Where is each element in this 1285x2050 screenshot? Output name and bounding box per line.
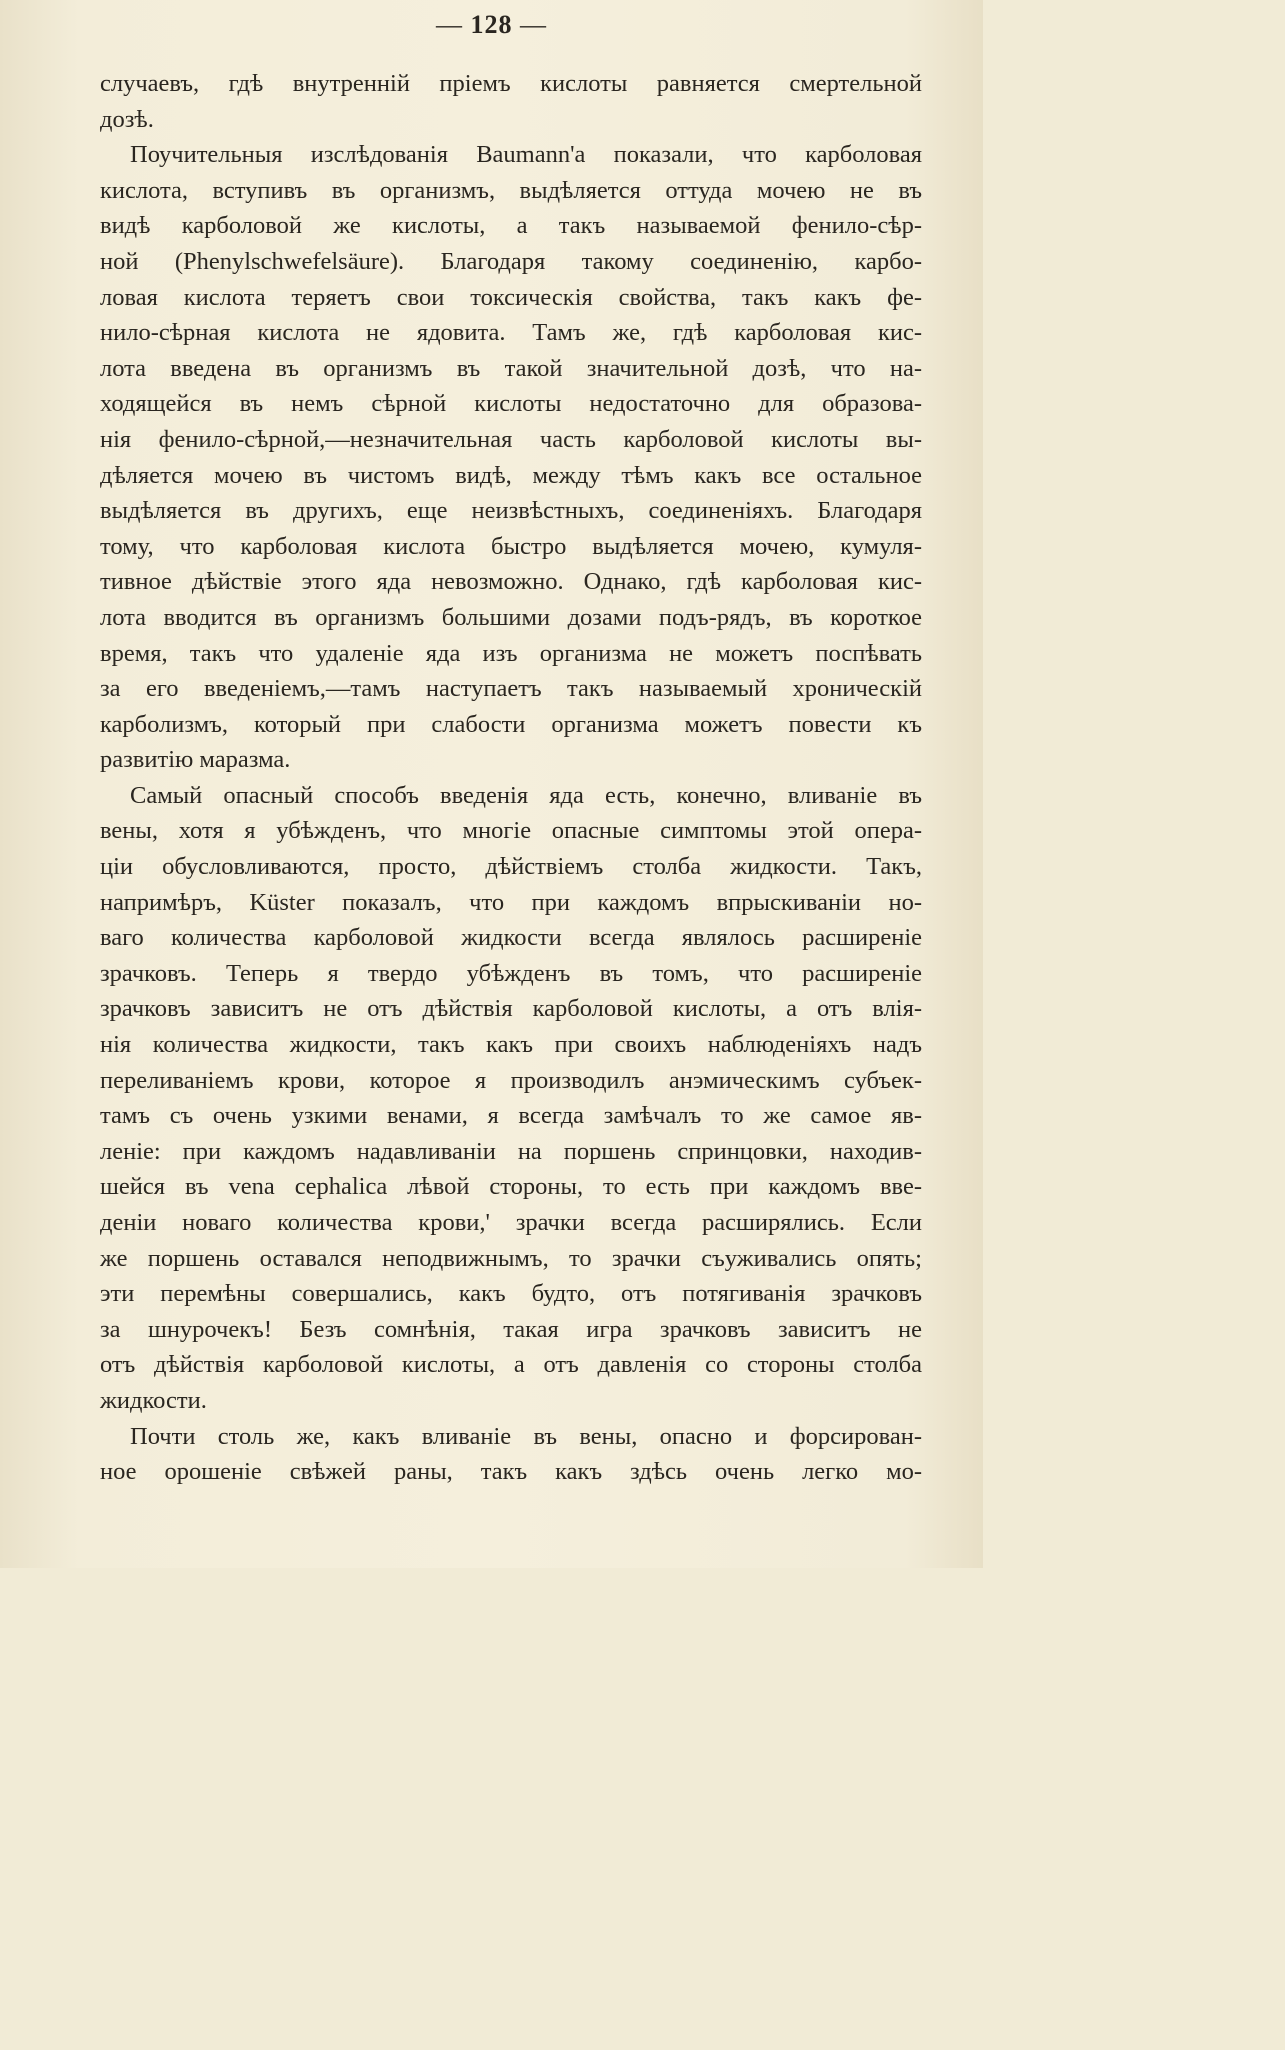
text-line: кислота, вступивъ въ организмъ, выдѣляется оттуда мочею не въ (100, 176, 922, 204)
body-text (100, 66, 922, 1490)
text-line: дозѣ. (100, 105, 154, 133)
text-line: эти перемѣны совершались, какъ будто, отъ потягиванія зрачковъ (100, 1280, 922, 1308)
text-line: зрачковъ зависитъ не отъ дѣйствія карболовой кислоты, а отъ влія- (100, 995, 922, 1023)
text-line: нія фенило-сѣрной,—незначительная часть карболовой кислоты вы- (100, 425, 922, 453)
text-line: Поучительныя изслѣдованія Baumann'a показали, что карболовая (130, 141, 922, 169)
text-line: деніи новаго количества крови,' зрачки всегда расширялись. Если (100, 1209, 922, 1236)
text-line: тому, что карболовая кислота быстро выдѣляется мочею, кумуля- (100, 532, 922, 560)
text-line: дѣляется мочею въ чистомъ видѣ, между тѣмъ какъ все остальное (100, 461, 922, 489)
page-header (0, 10, 983, 40)
text-line: за его введеніемъ,—тамъ наступаетъ такъ называемый хроническій (100, 675, 922, 703)
text-line: ной (Phenylschwefelsäure). Благодаря такому соединенію, карбо- (100, 247, 922, 275)
text-line: Почти столь же, какъ вливаніе въ вены, опасно и форсирован- (130, 1422, 922, 1450)
page-number: 128 (470, 10, 513, 39)
text-line: видѣ карболовой же кислоты, а такъ называемой фенило-сѣр- (100, 212, 922, 240)
text-line: ходящейся въ немъ сѣрной кислоты недостаточно для образова- (100, 390, 922, 418)
text-line: лота вводится въ организмъ большими дозами подъ-рядъ, въ короткое (100, 603, 922, 631)
text-line: нія количества жидкости, такъ какъ при своихъ наблюденіяхъ надъ (100, 1031, 922, 1059)
text-line: ное орошеніе свѣжей раны, такъ какъ здѣсь очень легко мо- (100, 1458, 922, 1486)
text-line: карболизмъ, который при слабости организма можетъ повести къ (100, 710, 922, 738)
text-line: выдѣляется въ другихъ, еще неизвѣстныхъ, соединеніяхъ. Благодаря (100, 497, 922, 525)
text-line: леніе: при каждомъ надавливаніи на поршень спринцовки, находив- (100, 1137, 922, 1165)
text-line: отъ дѣйствія карболовой кислоты, а отъ давленія со стороны столба (100, 1351, 922, 1379)
text-line: вены, хотя я убѣжденъ, что многіе опасные симптомы этой опера- (100, 817, 922, 845)
text-line: нило-сѣрная кислота не ядовита. Тамъ же, гдѣ карболовая кис- (100, 319, 922, 347)
text-line: ціи обусловливаются, просто, дѣйствіемъ столба жидкости. Такъ, (100, 853, 922, 881)
text-line: время, такъ что удаленіе яда изъ организма не можетъ поспѣвать (100, 639, 922, 667)
text-line: зрачковъ. Теперь я твердо убѣжденъ въ томъ, что расширеніе (100, 959, 922, 987)
text-line: ловая кислота теряетъ свои токсическія свойства, такъ какъ фе- (100, 283, 922, 311)
text-line: ваго количества карболовой жидкости всегда являлось расширеніе (100, 924, 922, 952)
text-line: за шнурочекъ! Безъ сомнѣнія, такая игра зрачковъ зависитъ не (100, 1315, 922, 1343)
text-line: Самый опасный способъ введенія яда есть, конечно, вливаніе въ (130, 781, 922, 809)
text-line: напримѣръ, Küster показалъ, что при каждомъ впрыскиваніи но- (100, 888, 922, 916)
header-dash-right: — (520, 10, 547, 39)
text-line: жидкости. (100, 1386, 207, 1414)
text-line: лота введена въ организмъ въ такой значительной дозѣ, что на- (100, 354, 922, 382)
text-line: развитію маразма. (100, 746, 291, 774)
text-line: тамъ съ очень узкими венами, я всегда замѣчалъ то же самое яв- (100, 1102, 922, 1130)
text-line: переливаніемъ крови, которое я производилъ анэмическимъ субъек- (100, 1066, 922, 1094)
header-dash-left: — (436, 10, 463, 39)
text-line: же поршень оставался неподвижнымъ, то зрачки съуживались опять; (100, 1244, 922, 1272)
text-line: тивное дѣйствіе этого яда невозможно. Однако, гдѣ карболовая кис- (100, 568, 922, 596)
text-line: шейся въ vena cephalica лѣвой стороны, то есть при каждомъ вве- (100, 1173, 922, 1201)
text-line: случаевъ, гдѣ внутренній пріемъ кислоты равняется смертельной (100, 70, 922, 97)
